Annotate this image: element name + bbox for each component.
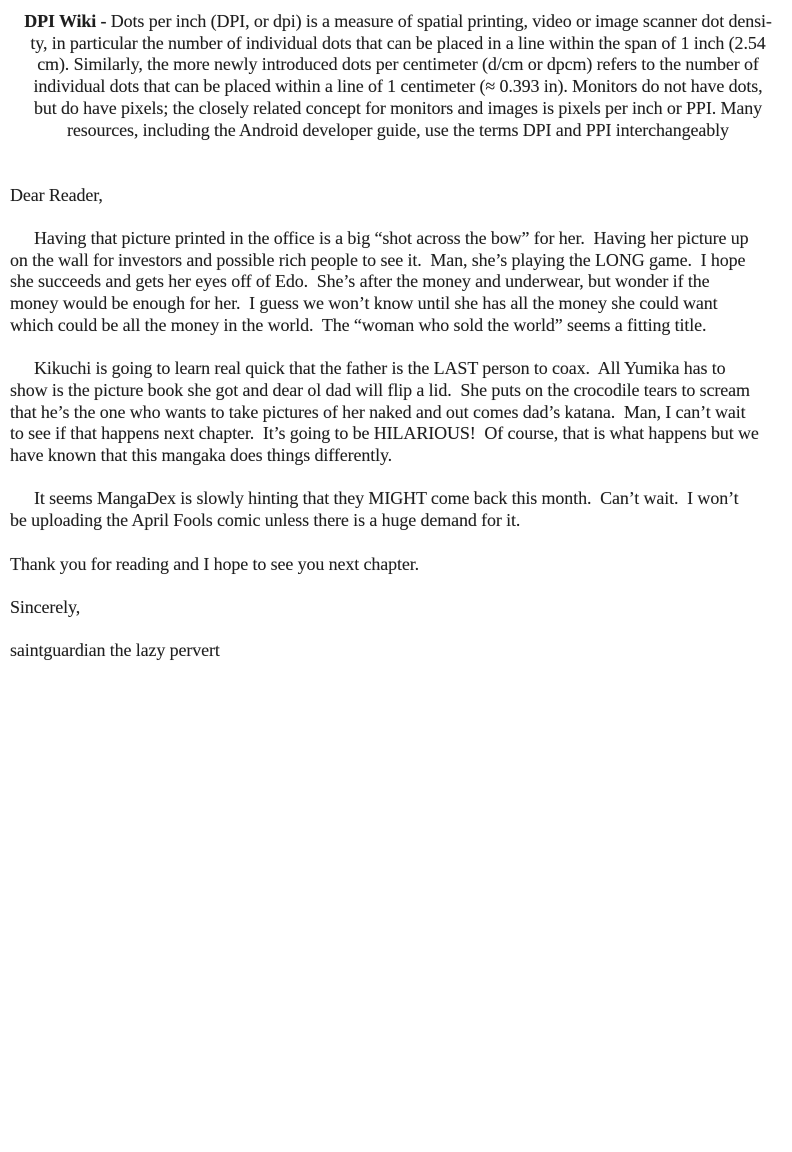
closing-line-text: Thank you for reading and I hope to see you next chapter. <box>10 553 420 574</box>
text-line: Having that picture printed in the office is a big “shot across the bow” for her. Having her picture up <box>34 228 749 248</box>
text-line: to see if that happens next chapter. It’s going to be HILARIOUS! Of course, that is what happens but we <box>10 423 759 444</box>
header-note-line-text: Dots per inch (DPI, or dpi) is a measure of spatial printing, video or image scanner dot densi- <box>110 11 772 31</box>
header-note-line: cm). Similarly, the more newly introduced dots per centimeter (d/cm or dpcm) refers to the number of <box>37 54 759 75</box>
closing-line <box>10 554 786 576</box>
header-note-term: DPI Wiki - <box>24 11 111 31</box>
body-paragraph-1 <box>10 228 786 337</box>
header-note-line: ty, in particular the number of individual dots that can be placed in a line within the span of 1 inch (2.54 <box>30 32 766 53</box>
header-note-line: resources, including the Android developer guide, use the terms DPI and PPI interchangeably <box>67 119 729 140</box>
text-line: be uploading the April Fools comic unless there is a huge demand for it. <box>10 510 521 531</box>
text-line: It seems MangaDex is slowly hinting that they MIGHT come back this month. Can’t wait. I won’t <box>34 488 739 509</box>
header-note-line: but do have pixels; the closely related concept for monitors and images is pixels per inch or PPI. Many <box>34 97 762 118</box>
text-line: Kikuchi is going to learn real quick that the father is the LAST person to coax. All Yumika has to <box>34 358 726 379</box>
text-line: money would be enough for her. I guess we won’t know until she has all the money she could want <box>10 293 718 314</box>
header-note-paragraph <box>10 11 786 141</box>
text-line: have known that this mangaka does things differently. <box>10 445 393 466</box>
header-note-line <box>10 11 786 33</box>
signature <box>10 640 786 662</box>
text-line: she succeeds and gets her eyes off of Edo. She’s after the money and underwear, but wonder if the <box>10 271 710 292</box>
signoff-text: Sincerely, <box>10 596 81 617</box>
text-line: that he’s the one who wants to take pictures of her naked and out comes dad’s katana. Man, I can’t wait <box>10 401 746 422</box>
signature-text: saintguardian the lazy pervert <box>10 640 220 661</box>
text-line: on the wall for investors and possible rich people to see it. Man, she’s playing the LONG game. I hope <box>10 249 746 270</box>
salutation <box>10 185 786 207</box>
signoff <box>10 597 786 619</box>
text-line: show is the picture book she got and dear ol dad will flip a lid. She puts on the crocodile tears to scream <box>10 379 750 400</box>
header-note-line: individual dots that can be placed within a line of 1 centimeter (≈ 0.393 in). Monitors do not have dots, <box>33 76 763 97</box>
text-line: which could be all the money in the world. The “woman who sold the world” seems a fitting title. <box>10 314 707 335</box>
body-paragraph-3 <box>10 488 786 531</box>
body-paragraph-2 <box>10 358 786 467</box>
salutation-text: Dear Reader, <box>10 184 103 205</box>
